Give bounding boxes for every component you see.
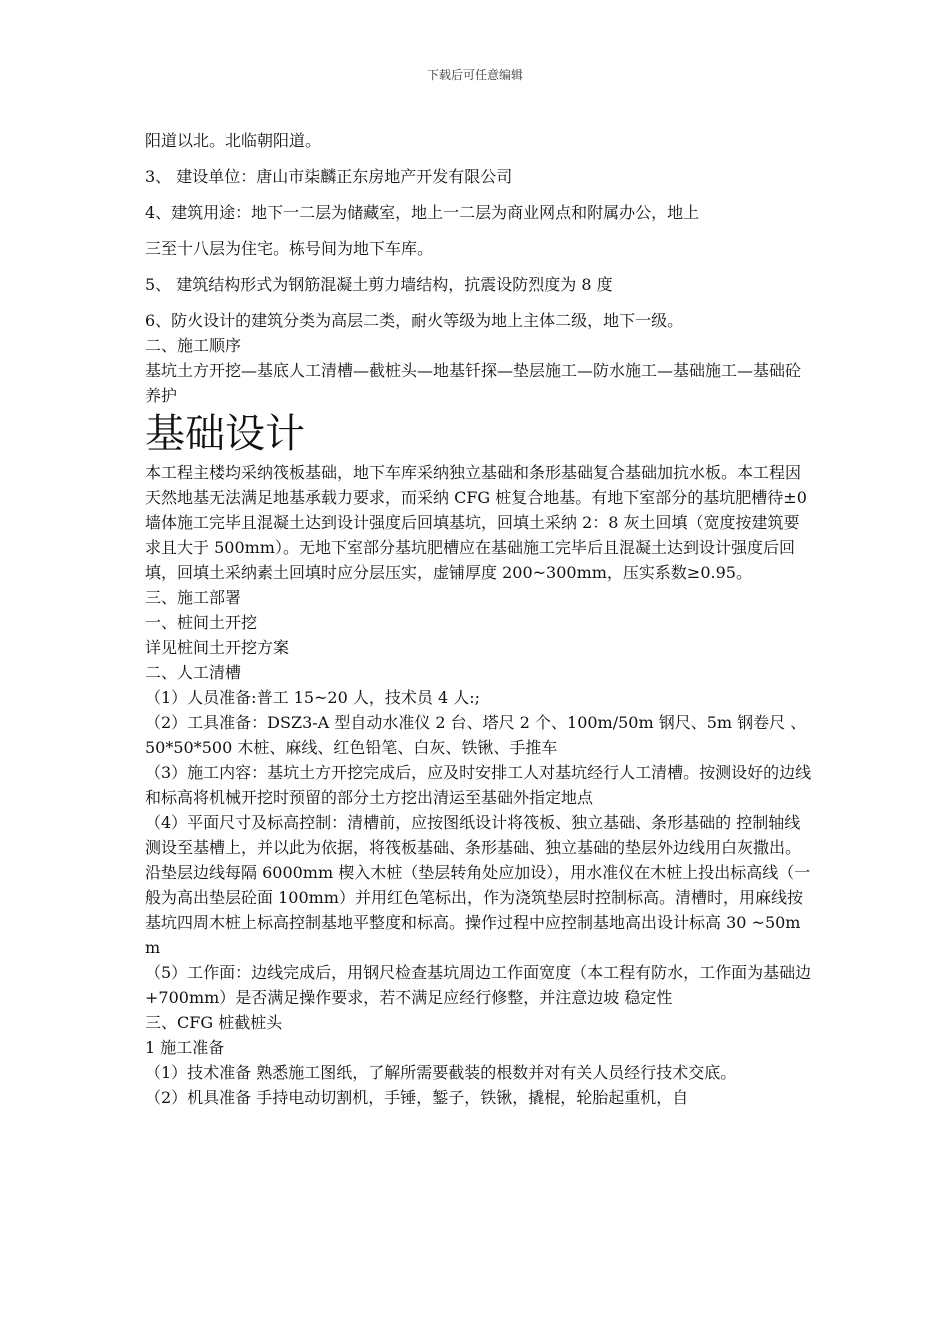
list-item: （4）平面尺寸及标高控制：清槽前，应按图纸设计将筏板、独立基础、条形基础的 控制轴线测设至基槽上，并以此为依据，将筏板基础、条形基础、独立基础的垫层外边线用白灰撒出。沿垫层边线每隔 6000mm 楔入木桩（垫层转角处应加设），用水准仪在木桩上投出标高线（一般为高出垫层砼面 100mm）并用红色笔标出，作为浇筑垫层时控制标高。清槽时，用麻线按基坑四周木桩上标高控制基地平整度和标高。操作过程中应控制基地高出设计标高 30 ~50mm (145, 813, 811, 957)
design-paragraph: 本工程主楼均采纳筏板基础，地下车库采纳独立基础和条形基础复合基础加抗水板。本工程因天然地基无法满足地基承载力要求，而采纳 CFG 桩复合地基。有地下室部分的基坑肥槽待±0 墙体施工完毕且混凝土达到设计强度后回填基坑，回填土采纳 2：8 灰土回填（宽度按建筑要求且大于 500mm）。无地下室部分基坑肥槽应在基础施工完毕后且混凝土达到设计强度后回填，回填土采纳素土回填时应分层压实，虚铺厚度 200~300mm，压实系数≥0.95。 (145, 463, 807, 582)
section-heading: 三、CFG 桩截桩头 (145, 1013, 283, 1032)
list-item: （1）技术准备 熟悉施工图纸，了解所需要截装的根数并对有关人员经行技术交底。 (145, 1063, 737, 1082)
list-item: （1）人员准备:普工 15~20 人，技术员 4 人:; (145, 688, 481, 707)
list-item: （2）工具准备：DSZ3-A 型自动水准仪 2 台、塔尺 2 个、100m/50m 钢尺、5m 钢卷尺 、50*50*500 木桩、麻线、红色铅笔、白灰、铁锹、手推车 (145, 713, 807, 757)
paragraph: 三至十八层为住宅。栋号间为地下车库。 (145, 239, 434, 258)
section-heading: 二、施工顺序 (145, 336, 242, 355)
page-header: 下载后可任意编辑 (426, 68, 523, 82)
list-item: （5）工作面：边线完成后，用钢尺检查基坑周边工作面宽度（本工程有防水，工作面为基础边 +700mm）是否满足操作要求，若不满足应经行修整，并注意边坡 稳定性 (145, 963, 812, 1007)
paragraph: 基坑土方开挖—基底人工清槽—截桩头—地基钎探—垫层施工—防水施工—基础施工—基础砼养护 (145, 361, 802, 405)
subsection-heading: 1 施工准备 (145, 1038, 225, 1057)
subsection-heading: 二、人工清槽 (145, 663, 242, 682)
paragraph: 3、 建设单位：唐山市柒麟正东房地产开发有限公司 (145, 167, 513, 186)
document-body (145, 128, 815, 1110)
paragraph: 阳道以北。北临朝阳道。 (145, 131, 322, 150)
paragraph: 6、防火设计的建筑分类为高层二类，耐火等级为地上主体二级，地下一级。 (145, 311, 684, 330)
subsection-heading: 一、桩间土开挖 (145, 613, 258, 632)
paragraph: 4、建筑用途：地下一二层为储藏室，地上一二层为商业网点和附属办公，地上 (145, 203, 700, 222)
list-item: （3）施工内容：基坑土方开挖完成后，应及时安排工人对基坑经行人工清槽。按测设好的边线和标高将机械开挖时预留的部分土方挖出清运至基础外指定地点 (145, 763, 812, 807)
list-item: （2）机具准备 手持电动切割机，手锤，錾子，铁锹，撬棍，轮胎起重机，自 (145, 1088, 689, 1107)
paragraph: 5、 建筑结构形式为钢筋混凝土剪力墙结构，抗震设防烈度为 8 度 (145, 275, 613, 294)
section-heading: 三、施工部署 (145, 588, 242, 607)
design-title: 基础设计 (145, 411, 305, 457)
paragraph: 详见桩间土开挖方案 (145, 638, 290, 657)
